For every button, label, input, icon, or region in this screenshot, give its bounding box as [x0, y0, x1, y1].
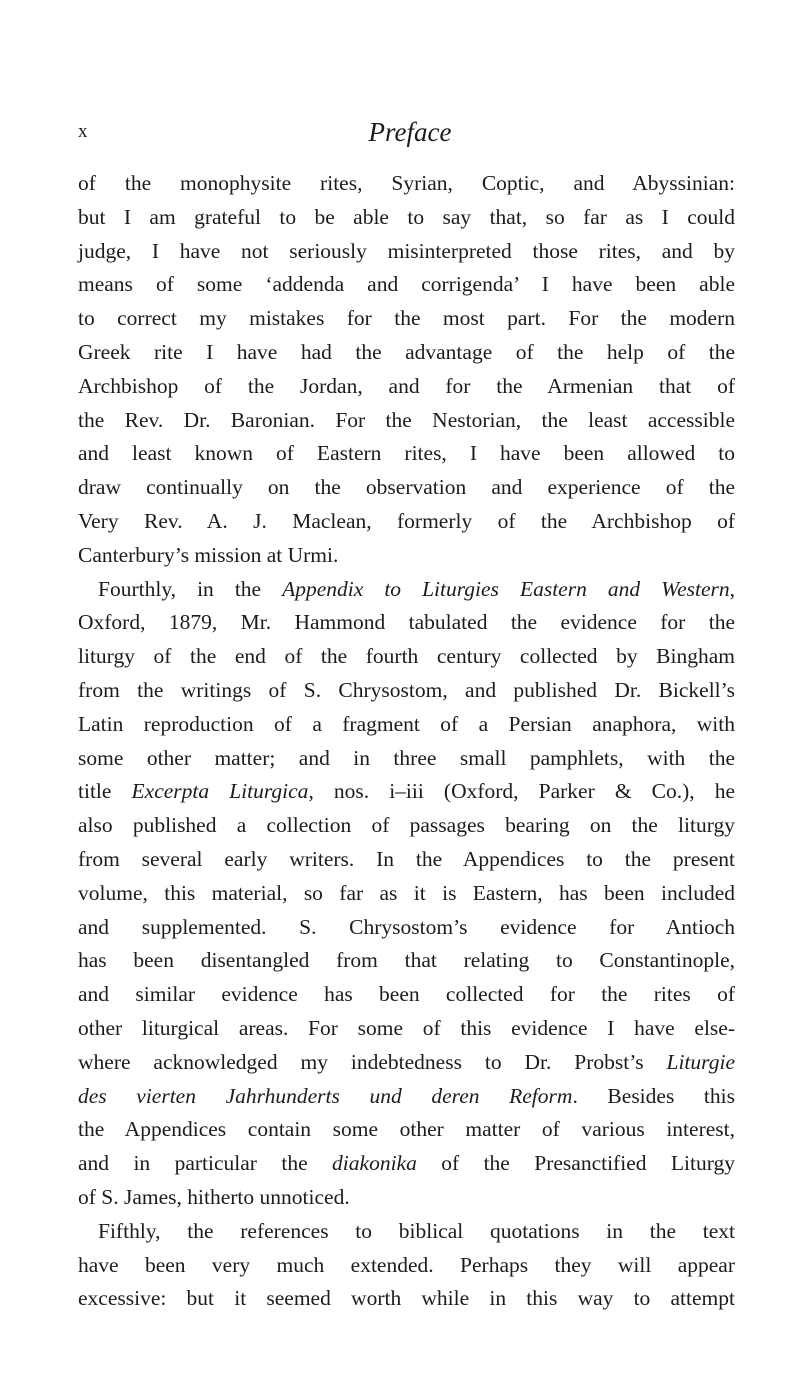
text-line	[78, 1147, 735, 1181]
italic-title: diakonika	[332, 1151, 417, 1176]
italic-title: des vierten Jahrhunderts und deren Reform	[78, 1083, 573, 1108]
text-line: draw continually on the observation and experience of the	[78, 475, 735, 500]
text-line: but I am grateful to be able to say that, so far as I could	[78, 204, 735, 229]
text-line: from the writings of S. Chrysostom, and published Dr. Bickell’s	[78, 677, 735, 702]
text-line: some other matter; and in three small pamphlets, with the	[78, 745, 735, 770]
text-line: of S. James, hitherto unnoticed.	[78, 1184, 350, 1209]
text-run: where acknowledged my indebtedness to Dr. Probst’s	[78, 1049, 667, 1074]
text-line	[78, 1080, 735, 1114]
text-line: Fifthly, the references to biblical quotations in the text	[98, 1218, 735, 1243]
text-line: have been very much extended. Perhaps they will appear	[78, 1252, 735, 1277]
text-line: of the monophysite rites, Syrian, Coptic, and Abyssinian:	[78, 171, 735, 195]
text-line: volume, this material, so far as it is Eastern, has been included	[78, 880, 735, 905]
text-line: and supplemented. S. Chrysostom’s evidence for Antioch	[78, 914, 735, 939]
text-line: to correct my mistakes for the most part. For the modern	[78, 306, 735, 331]
page-number: x	[78, 121, 89, 142]
text-run: , nos. i–iii (Oxford, Parker & Co.), he	[308, 779, 735, 804]
text-line: Greek rite I have had the advantage of the help of the	[78, 339, 735, 364]
text-line	[78, 573, 735, 607]
text-line: other liturgical areas. For some of this evidence I have else-	[78, 1015, 735, 1040]
body-text	[78, 167, 735, 1316]
italic-title: Liturgie	[666, 1049, 735, 1074]
text-run: of the Presanctified Liturgy	[416, 1151, 735, 1176]
text-line: means of some ‘addenda and corrigenda’ I have been able	[78, 272, 735, 297]
text-line: also published a collection of passages bearing on the liturgy	[78, 813, 735, 838]
text-run: and in particular the	[78, 1151, 333, 1176]
text-run: . Besides this	[572, 1083, 736, 1108]
text-run: title	[78, 779, 132, 804]
text-line: liturgy of the end of the fourth century collected by Bingham	[78, 644, 735, 669]
text-line: judge, I have not seriously misinterpreted those rites, and by	[78, 238, 735, 263]
text-line: Latin reproduction of a fragment of a Persian anaphora, with	[78, 711, 735, 736]
running-head-title: Preface	[368, 117, 452, 147]
text-line	[78, 775, 735, 809]
text-run: ,	[729, 576, 735, 601]
text-line: and least known of Eastern rites, I have been allowed to	[78, 441, 735, 466]
italic-title: Excerpta Liturgica	[131, 779, 309, 804]
text-line: the Appendices contain some other matter of various interest,	[78, 1117, 735, 1142]
text-line: Archbishop of the Jordan, and for the Armenian that of	[78, 373, 735, 398]
text-line: has been disentangled from that relating to Constantinople,	[78, 948, 735, 973]
text-line: from several early writers. In the Appendices to the present	[78, 846, 735, 871]
text-run: Fourthly, in the	[98, 576, 283, 601]
text-line: and similar evidence has been collected for the rites of	[78, 982, 735, 1007]
italic-title: Appendix to Liturgies Eastern and Western	[282, 576, 730, 601]
text-line	[78, 1046, 735, 1080]
running-head	[78, 112, 730, 152]
text-line: excessive: but it seemed worth while in this way to attempt	[78, 1286, 735, 1311]
text-line: Oxford, 1879, Mr. Hammond tabulated the evidence for the	[78, 610, 735, 635]
text-line: Very Rev. A. J. Maclean, formerly of the Archbishop of	[78, 508, 735, 533]
text-line: Canterbury’s mission at Urmi.	[78, 542, 339, 567]
text-line: the Rev. Dr. Baronian. For the Nestorian, the least accessible	[78, 407, 735, 432]
